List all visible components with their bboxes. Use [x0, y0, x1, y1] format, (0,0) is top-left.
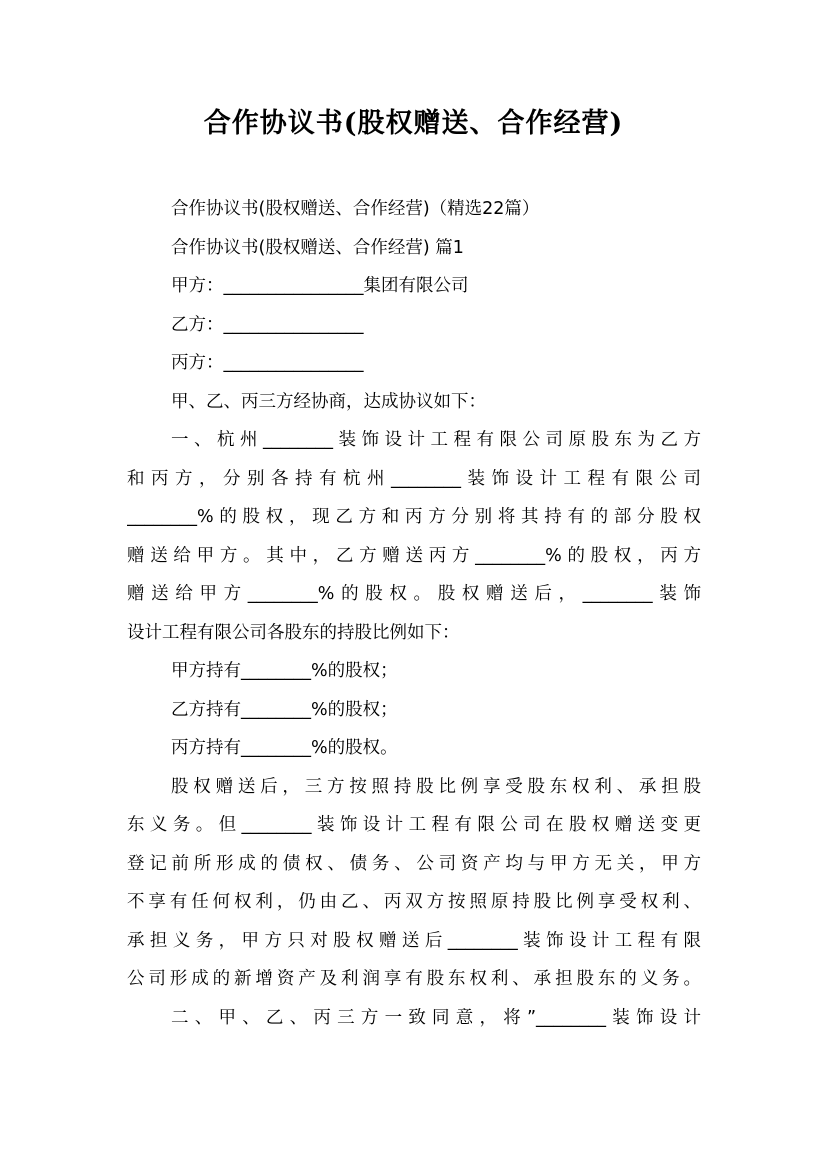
text-line: 丙方持有________%的股权。: [171, 738, 398, 758]
text-line: 一、杭州________装饰设计工程有限公司原股东为乙方: [171, 430, 701, 450]
text-line: 登记前所形成的债权、债务、公司资产均与甲方无关，甲方: [127, 853, 701, 874]
text-line: 二、甲、乙、丙三方一致同意，将”________装饰设计: [171, 1007, 701, 1028]
text-line: 合作协议书(股权赠送、合作经营)（精选22篇）: [171, 199, 540, 219]
text-line: 乙方：________________: [171, 314, 364, 335]
document-title: 合作协议书(股权赠送、合作经营): [203, 108, 624, 139]
text-line: 设计工程有限公司各股东的持股比例如下：: [127, 622, 460, 643]
text-line: 公司形成的新增资产及利润享有股东权利、承担股东的义务。: [127, 969, 701, 989]
text-line: 东义务。但________装饰设计工程有限公司在股权赠送变更: [127, 815, 701, 835]
text-line: 不享有任何权利，仍由乙、丙双方按照原持股比例享受权利、: [127, 892, 701, 912]
text-line: 甲、乙、丙三方经协商，达成协议如下：: [171, 391, 486, 412]
text-line: 承担义务，甲方只对股权赠送后________装饰设计工程有限: [127, 930, 701, 951]
text-line: 赠送给甲方________%的股权。股权赠送后，________装饰: [127, 584, 701, 604]
text-line: ________%的股权，现乙方和丙方分别将其持有的部分股权: [127, 507, 701, 527]
text-line: 甲方：________________集团有限公司: [171, 276, 469, 296]
text-line: 乙方持有________%的股权；: [171, 699, 398, 720]
text-line: 甲方持有________%的股权；: [171, 661, 398, 681]
text-line: 合作协议书(股权赠送、合作经营) 篇1: [171, 237, 464, 258]
text-line: 和丙方，分别各持有杭州________装饰设计工程有限公司: [127, 468, 701, 489]
text-line: 赠送给甲方。其中，乙方赠送丙方________%的股权，丙方: [127, 545, 701, 566]
text-line: 股权赠送后，三方按照持股比例享受股东权利、承担股: [171, 776, 701, 797]
text-line: 丙方：________________: [171, 353, 364, 373]
document-body: [127, 190, 701, 1037]
